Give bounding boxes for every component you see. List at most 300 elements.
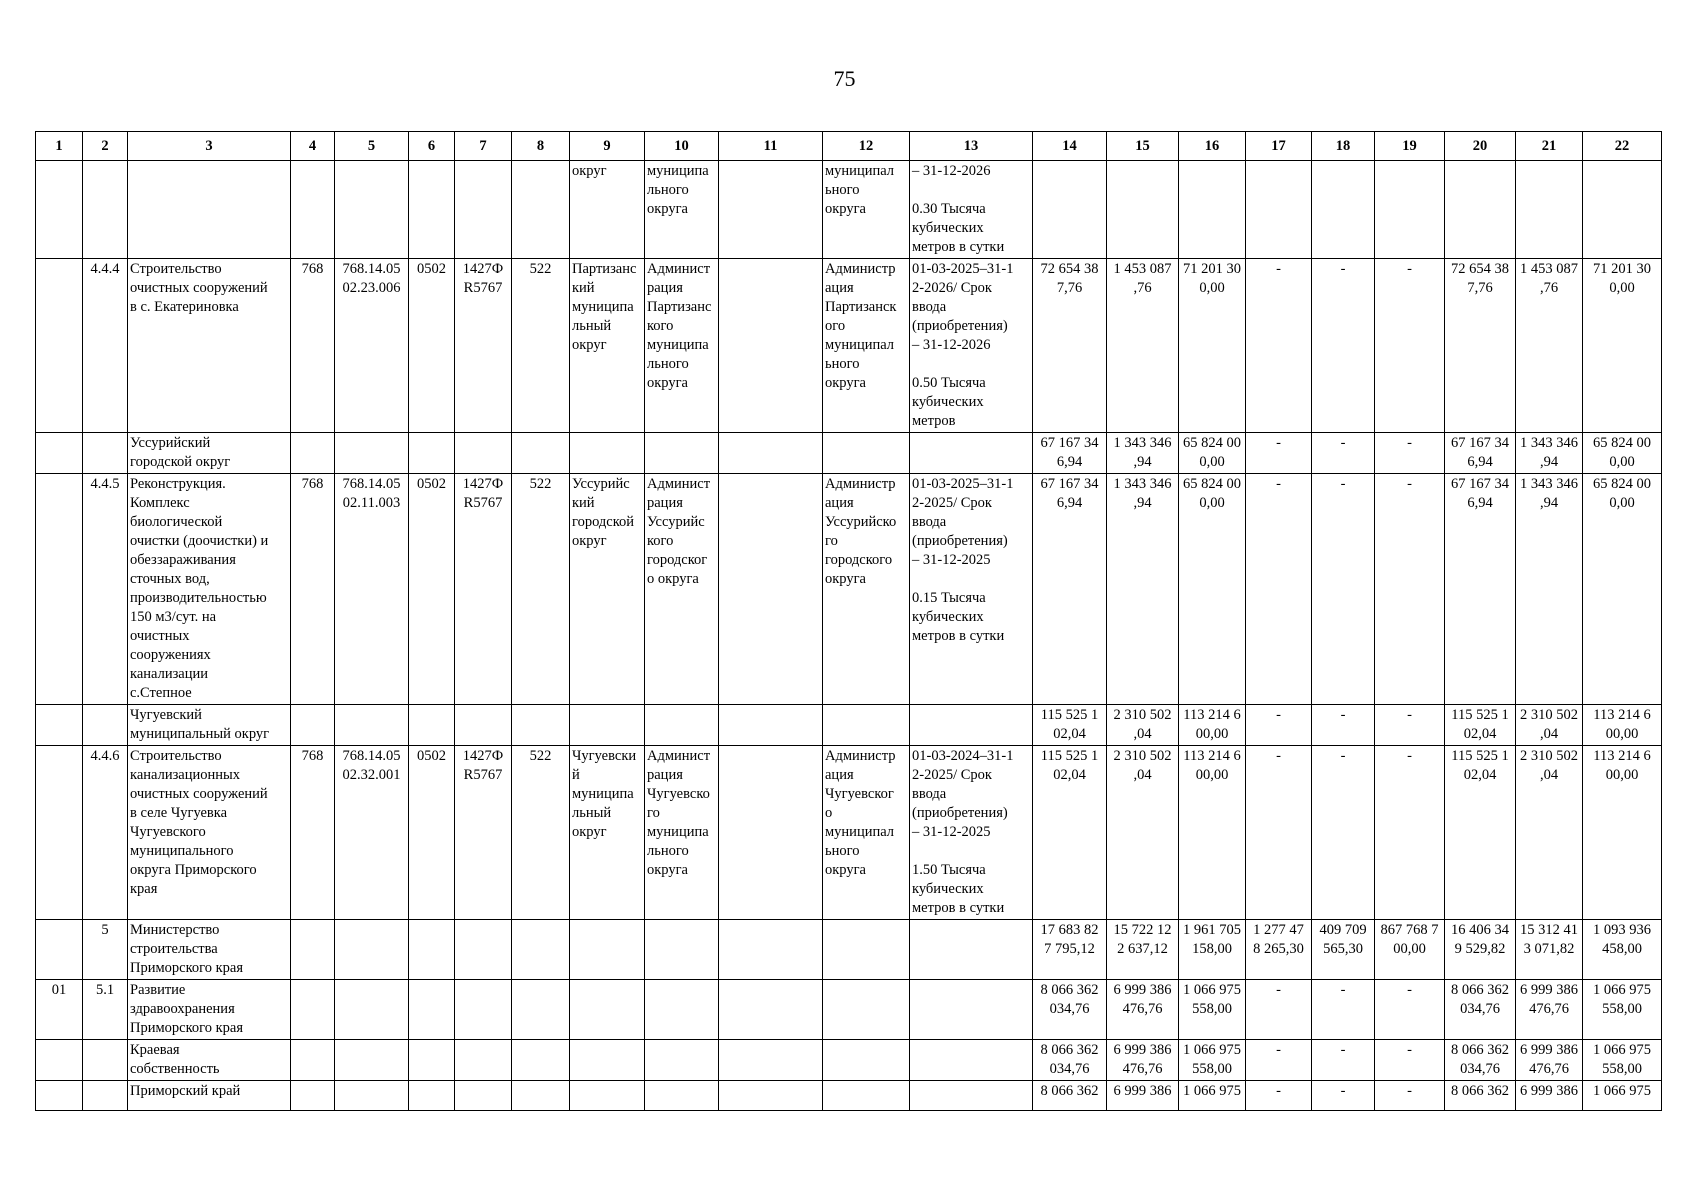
cell-text-line: 02,04 <box>1463 726 1497 742</box>
cell-text-line: Чугуевски <box>572 748 637 764</box>
table-cell-col-9 <box>570 746 645 920</box>
column-header-8: 8 <box>512 132 570 161</box>
table-cell-col-10 <box>645 259 719 433</box>
column-header-17: 17 <box>1246 132 1312 161</box>
cell-text-line: биологической <box>130 514 223 530</box>
cell-text-line: 476,76 <box>1122 1001 1163 1017</box>
cell-text-line: 522 <box>529 261 552 277</box>
cell-text-line: (приобретения) <box>912 533 1008 549</box>
table-cell-col-13 <box>910 705 1033 746</box>
cell-text-line: 458,00 <box>1602 941 1642 957</box>
cell-text-line: очистных сооружений <box>130 786 268 802</box>
cell-text-line: муниципал <box>825 163 895 179</box>
cell-text-line: - <box>1276 476 1281 492</box>
table-cell-col-19 <box>1375 920 1445 980</box>
cell-text-line: 522 <box>529 476 552 492</box>
cell-text-line: очистки (доочистки) и <box>130 533 269 549</box>
cell-text-line: 2-2025/ Срок <box>912 495 992 511</box>
cell-text-line: рация <box>647 495 683 511</box>
table-cell-col-17 <box>1246 1040 1312 1081</box>
cell-text-line: ого <box>825 318 846 334</box>
cell-text-line: го <box>825 533 838 549</box>
table-cell-col-10 <box>645 474 719 705</box>
table-cell-col-9 <box>570 161 645 259</box>
cell-text-line: 2-2026/ Срок <box>912 280 992 296</box>
cell-text-line: 02,04 <box>1053 767 1086 783</box>
cell-text-line: 1427Ф <box>462 261 504 277</box>
column-header-19: 19 <box>1375 132 1445 161</box>
cell-text-line: - <box>1407 982 1412 998</box>
cell-text-line: 02.23.006 <box>342 280 401 296</box>
cell-text-line: рация <box>647 280 683 296</box>
cell-text-line: – 31-12-2025 <box>912 824 991 840</box>
table-cell-col-1 <box>36 161 83 259</box>
table-cell-col-18 <box>1312 259 1375 433</box>
cell-text-line: производительностью <box>130 590 267 606</box>
table-cell-col-9 <box>570 1040 645 1081</box>
cell-text-line: края <box>130 881 158 897</box>
cell-text-line: 65 824 00 <box>1183 476 1241 492</box>
table-cell-col-18 <box>1312 1040 1375 1081</box>
table-cell-col-19 <box>1375 161 1445 259</box>
cell-text-line: ,04 <box>1539 726 1559 742</box>
table-cell-col-19 <box>1375 980 1445 1040</box>
cell-text-line: Партизанс <box>647 299 712 315</box>
cell-text-line: 3 071,82 <box>1523 941 1575 957</box>
cell-text-line: муниципал <box>825 824 895 840</box>
table-cell-col-11 <box>719 980 823 1040</box>
table-cell-col-11 <box>719 746 823 920</box>
cell-text-line: 034,76 <box>1460 1001 1500 1017</box>
table-cell-col-12 <box>823 920 910 980</box>
table-cell-col-3 <box>128 746 291 920</box>
cell-text-line: метров в сутки <box>912 628 1005 644</box>
cell-text-line: 150 м3/сут. на <box>130 609 217 625</box>
cell-text-line: льного <box>647 843 689 859</box>
table-cell-col-22 <box>1583 746 1662 920</box>
table-cell-col-19 <box>1375 746 1445 920</box>
cell-text-line: 02.11.003 <box>342 495 401 511</box>
table-cell-col-7 <box>455 259 512 433</box>
cell-text-line: о округа <box>647 571 699 587</box>
cell-text-line: - <box>1340 476 1346 492</box>
cell-text-line: 4.4.5 <box>90 476 120 492</box>
cell-text-line: Развитие <box>130 982 186 998</box>
table-cell-col-6 <box>409 474 455 705</box>
cell-text-line: 02.32.001 <box>342 767 401 783</box>
cell-text-line: 67 167 34 <box>1451 476 1509 492</box>
cell-text-line: 65 824 00 <box>1183 435 1241 451</box>
table-cell-col-6 <box>409 1081 455 1111</box>
cell-text-line: 0,00 <box>1199 454 1225 470</box>
table-cell-col-6 <box>409 980 455 1040</box>
table-cell-col-21 <box>1516 1081 1583 1111</box>
cell-text-line: ,94 <box>1539 495 1559 511</box>
cell-text-line: 6 999 386 <box>1520 982 1578 998</box>
cell-text-line: 034,76 <box>1049 1001 1090 1017</box>
cell-text-line: 034,76 <box>1460 1061 1500 1077</box>
table-cell-col-8 <box>512 1081 570 1111</box>
cell-text-line: кого <box>647 318 674 334</box>
table-cell-col-15 <box>1107 980 1179 1040</box>
column-header-18: 18 <box>1312 132 1375 161</box>
cell-text-line: 558,00 <box>1192 1061 1232 1077</box>
cell-text-line: округа <box>825 201 866 217</box>
cell-text-line: собственность <box>130 1061 220 1077</box>
cell-text-line: 8 066 362 <box>1040 1042 1099 1058</box>
cell-text-line: 115 525 1 <box>1451 707 1509 723</box>
cell-text-line: 1 066 975 <box>1593 1083 1651 1099</box>
cell-text-line: 476,76 <box>1529 1001 1569 1017</box>
cell-text-line: 0,00 <box>1199 495 1225 511</box>
cell-text-line: 67 167 34 <box>1040 435 1099 451</box>
cell-text-line: ввода <box>912 514 947 530</box>
table-cell-col-14 <box>1033 474 1107 705</box>
cell-text-line: 1 066 975 <box>1183 982 1241 998</box>
cell-text-line: Администр <box>825 261 896 277</box>
cell-text-line: льный <box>572 318 612 334</box>
table-cell-col-16 <box>1179 433 1246 474</box>
cell-text-line: - <box>1276 1083 1281 1099</box>
cell-text-line: муниципа <box>647 337 709 353</box>
table-cell-col-3 <box>128 259 291 433</box>
table-cell-col-3 <box>128 980 291 1040</box>
cell-text-line: очистных <box>130 628 190 644</box>
column-header-6: 6 <box>409 132 455 161</box>
table-cell-col-12 <box>823 433 910 474</box>
cell-text-line: 72 654 38 <box>1451 261 1509 277</box>
cell-text-line: 6 999 386 <box>1520 1083 1578 1099</box>
cell-text-line: 768 <box>301 476 324 492</box>
table-cell-col-7 <box>455 433 512 474</box>
table-cell-col-2 <box>83 474 128 705</box>
table-cell-col-8 <box>512 705 570 746</box>
cell-text-line: 558,00 <box>1602 1001 1642 1017</box>
table-cell-col-5 <box>335 746 409 920</box>
cell-text-line: 115 525 1 <box>1451 748 1509 764</box>
column-header-22: 22 <box>1583 132 1662 161</box>
cell-text-line: 0502 <box>417 261 446 277</box>
cell-text-line: 6,94 <box>1467 454 1493 470</box>
cell-text-line: 0.50 Тысяча <box>912 375 986 391</box>
cell-text-line: муниципа <box>572 786 634 802</box>
table-cell-col-10 <box>645 433 719 474</box>
table-cell-col-19 <box>1375 1081 1445 1111</box>
table-cell-col-8 <box>512 161 570 259</box>
cell-text-line: - <box>1407 1083 1412 1099</box>
table-cell-col-12 <box>823 746 910 920</box>
column-header-7: 7 <box>455 132 512 161</box>
cell-text-line: Админист <box>647 476 711 492</box>
table-cell-col-5 <box>335 161 409 259</box>
table-cell-col-5 <box>335 920 409 980</box>
cell-text-line: - <box>1276 261 1281 277</box>
cell-text-line: 00,00 <box>1195 726 1229 742</box>
cell-text-line: ,04 <box>1133 726 1152 742</box>
cell-text-line: ,94 <box>1133 454 1152 470</box>
table-cell-col-13 <box>910 259 1033 433</box>
table-cell-col-3 <box>128 920 291 980</box>
table-cell-col-17 <box>1246 980 1312 1040</box>
cell-text-line: 1 343 346 <box>1520 476 1578 492</box>
table-cell-col-20 <box>1445 920 1516 980</box>
table-cell-col-13 <box>910 920 1033 980</box>
cell-text-line: 01-03-2025–31-1 <box>912 261 1014 277</box>
cell-text-line: - <box>1340 982 1346 998</box>
table-cell-col-9 <box>570 705 645 746</box>
column-header-10: 10 <box>645 132 719 161</box>
table-cell-col-8 <box>512 1040 570 1081</box>
cell-text-line: ьного <box>825 356 860 372</box>
table-cell-col-9 <box>570 980 645 1040</box>
cell-text-line: 4.4.4 <box>90 261 120 277</box>
cell-text-line: - <box>1407 261 1412 277</box>
cell-text-line: Приморского края <box>130 1020 244 1036</box>
cell-text-line: – 31-12-2026 <box>912 163 991 179</box>
cell-text-line: 02,04 <box>1463 767 1497 783</box>
cell-text-line: - <box>1276 435 1281 451</box>
cell-text-line: го <box>647 805 660 821</box>
cell-text-line: Партизанс <box>572 261 637 277</box>
table-cell-col-8 <box>512 433 570 474</box>
table-cell-col-15 <box>1107 259 1179 433</box>
cell-text-line: Приморский край <box>130 1083 241 1099</box>
cell-text-line: 15 722 12 <box>1113 922 1172 938</box>
cell-text-line: 7,76 <box>1056 280 1083 296</box>
cell-text-line: 8 066 362 <box>1451 1042 1509 1058</box>
cell-text-line: 113 214 6 <box>1593 707 1651 723</box>
column-header-5: 5 <box>335 132 409 161</box>
cell-text-line: 1 343 346 <box>1520 435 1578 451</box>
table-row <box>36 746 1662 920</box>
cell-text-line: Чугуевско <box>647 786 710 802</box>
cell-text-line: ьного <box>825 182 860 198</box>
cell-text-line: 768.14.05 <box>342 476 401 492</box>
cell-text-line: - <box>1340 1042 1346 1058</box>
table-cell-col-9 <box>570 433 645 474</box>
cell-text-line: рация <box>647 767 683 783</box>
cell-text-line: 0,00 <box>1609 454 1635 470</box>
table-cell-col-1 <box>36 433 83 474</box>
cell-text-line: 65 824 00 <box>1593 435 1651 451</box>
cell-text-line: округа <box>647 201 688 217</box>
cell-text-line: ,04 <box>1539 767 1559 783</box>
table-cell-col-2 <box>83 433 128 474</box>
cell-text-line: округа <box>825 571 866 587</box>
cell-text-line: сточных вод, <box>130 571 210 587</box>
cell-text-line: Строительство <box>130 748 222 764</box>
table-cell-col-4 <box>291 474 335 705</box>
cell-text-line: R5767 <box>463 280 503 296</box>
cell-text-line: в с. Екатериновка <box>130 299 239 315</box>
column-header-15: 15 <box>1107 132 1179 161</box>
cell-text-line: ,94 <box>1133 495 1152 511</box>
table-cell-col-20 <box>1445 980 1516 1040</box>
table-cell-col-4 <box>291 1040 335 1081</box>
table-cell-col-17 <box>1246 161 1312 259</box>
cell-text-line: Уссурийс <box>647 514 705 530</box>
table-cell-col-21 <box>1516 161 1583 259</box>
table-cell-col-21 <box>1516 259 1583 433</box>
table-cell-col-22 <box>1583 161 1662 259</box>
table-cell-col-15 <box>1107 746 1179 920</box>
table-cell-col-2 <box>83 920 128 980</box>
cell-text-line: муниципа <box>647 824 709 840</box>
cell-text-line: ,76 <box>1539 280 1559 296</box>
table-cell-col-20 <box>1445 746 1516 920</box>
cell-text-line: 1 066 975 <box>1593 982 1651 998</box>
table-cell-col-18 <box>1312 980 1375 1040</box>
cell-text-line: - <box>1340 1083 1346 1099</box>
table-cell-col-1 <box>36 1081 83 1111</box>
page-number: 75 <box>833 66 856 91</box>
cell-text-line: - <box>1276 982 1281 998</box>
cell-text-line: 1 277 47 <box>1253 922 1304 938</box>
table-cell-col-11 <box>719 1081 823 1111</box>
cell-text-line: округ <box>572 824 607 840</box>
table-cell-col-21 <box>1516 920 1583 980</box>
table-cell-col-6 <box>409 433 455 474</box>
table-cell-col-15 <box>1107 433 1179 474</box>
cell-text-line: муниципального <box>130 843 234 859</box>
cell-text-line: 6,94 <box>1056 495 1083 511</box>
cell-text-line: 1.50 Тысяча <box>912 862 986 878</box>
table-cell-col-8 <box>512 259 570 433</box>
table-cell-col-5 <box>335 980 409 1040</box>
cell-text-line: 1427Ф <box>462 748 504 764</box>
cell-text-line: здравоохранения <box>130 1001 235 1017</box>
table-cell-col-17 <box>1246 259 1312 433</box>
header-row <box>36 132 1662 161</box>
cell-text-line: 115 525 1 <box>1040 748 1099 764</box>
cell-text-line: 1427Ф <box>462 476 504 492</box>
cell-text-line: округа <box>825 862 866 878</box>
column-header-2: 2 <box>83 132 128 161</box>
table-cell-col-3 <box>128 1040 291 1081</box>
cell-text-line: 1 093 936 <box>1593 922 1651 938</box>
table-cell-col-18 <box>1312 433 1375 474</box>
table-cell-col-13 <box>910 161 1033 259</box>
table-cell-col-11 <box>719 920 823 980</box>
table-row <box>36 1081 1662 1111</box>
table-cell-col-7 <box>455 1040 512 1081</box>
table-cell-col-10 <box>645 1040 719 1081</box>
table-cell-col-2 <box>83 1040 128 1081</box>
cell-text-line: - <box>1340 435 1346 451</box>
column-header-1: 1 <box>36 132 83 161</box>
cell-text-line: ьного <box>825 843 860 859</box>
cell-text-line: муниципа <box>572 299 634 315</box>
table-cell-col-13 <box>910 433 1033 474</box>
table-cell-col-4 <box>291 259 335 433</box>
cell-text-line: 01-03-2024–31-1 <box>912 748 1014 764</box>
column-header-11: 11 <box>719 132 823 161</box>
table-cell-col-20 <box>1445 433 1516 474</box>
table-body <box>36 161 1662 1111</box>
cell-text-line: 1 343 346 <box>1113 476 1172 492</box>
cell-text-line: 476,76 <box>1529 1061 1569 1077</box>
cell-text-line: 113 214 6 <box>1593 748 1651 764</box>
table-cell-col-15 <box>1107 1081 1179 1111</box>
cell-text-line: - <box>1340 748 1346 764</box>
cell-text-line: метров в сутки <box>912 900 1005 916</box>
cell-text-line: Админист <box>647 261 711 277</box>
table-cell-col-4 <box>291 1081 335 1111</box>
cell-text-line: городского <box>825 552 893 568</box>
column-header-3: 3 <box>128 132 291 161</box>
cell-text-line: в селе Чугуевка <box>130 805 228 821</box>
table-cell-col-7 <box>455 920 512 980</box>
cell-text-line: канализации <box>130 666 209 682</box>
table-cell-col-16 <box>1179 1081 1246 1111</box>
table-cell-col-21 <box>1516 1040 1583 1081</box>
cell-text-line: муниципал <box>825 337 895 353</box>
table-cell-col-13 <box>910 746 1033 920</box>
table-cell-col-2 <box>83 980 128 1040</box>
cell-text-line: льный <box>572 805 612 821</box>
table-cell-col-13 <box>910 980 1033 1040</box>
table-cell-col-12 <box>823 259 910 433</box>
table-cell-col-1 <box>36 1040 83 1081</box>
table-cell-col-17 <box>1246 474 1312 705</box>
cell-text-line: кий <box>572 495 595 511</box>
cell-text-line: округ <box>572 533 607 549</box>
cell-text-line: 113 214 6 <box>1183 707 1241 723</box>
table-cell-col-1 <box>36 474 83 705</box>
cell-text-line: – 31-12-2025 <box>912 552 991 568</box>
cell-text-line: 1 453 087 <box>1113 261 1172 277</box>
cell-text-line: округа <box>825 375 866 391</box>
table-row <box>36 705 1662 746</box>
table-cell-col-16 <box>1179 1040 1246 1081</box>
cell-text-line: Реконструкция. <box>130 476 226 492</box>
cell-text-line: кий <box>572 280 595 296</box>
table-row <box>36 980 1662 1040</box>
table-cell-col-11 <box>719 1040 823 1081</box>
cell-text-line: - <box>1276 1042 1281 1058</box>
table-cell-col-8 <box>512 746 570 920</box>
table-cell-col-20 <box>1445 1081 1516 1111</box>
cell-text-line: 5.1 <box>95 982 115 998</box>
table-cell-col-21 <box>1516 474 1583 705</box>
table-cell-col-16 <box>1179 746 1246 920</box>
table-cell-col-21 <box>1516 746 1583 920</box>
table-cell-col-21 <box>1516 705 1583 746</box>
cell-text-line: - <box>1407 1042 1412 1058</box>
cell-text-line: Чугуевский <box>130 707 202 723</box>
cell-text-line: очистных сооружений <box>130 280 268 296</box>
table-cell-col-16 <box>1179 161 1246 259</box>
cell-text-line: 1 066 975 <box>1593 1042 1651 1058</box>
cell-text-line: 4.4.6 <box>90 748 120 764</box>
table-cell-col-9 <box>570 474 645 705</box>
cell-text-line: 8 066 362 <box>1040 982 1099 998</box>
cell-text-line: 65 824 00 <box>1593 476 1651 492</box>
table-cell-col-6 <box>409 1040 455 1081</box>
cell-text-line: (приобретения) <box>912 318 1008 334</box>
table-cell-col-13 <box>910 474 1033 705</box>
table-cell-col-17 <box>1246 746 1312 920</box>
column-header-9: 9 <box>570 132 645 161</box>
cell-text-line: льного <box>647 182 689 198</box>
cell-text-line: сооружениях <box>130 647 211 663</box>
cell-text-line: Уссурийс <box>572 476 630 492</box>
cell-text-line: 67 167 34 <box>1040 476 1099 492</box>
cell-text-line: 1 343 346 <box>1113 435 1172 451</box>
table-cell-col-8 <box>512 980 570 1040</box>
table-cell-col-22 <box>1583 705 1662 746</box>
cell-text-line: 1 961 705 <box>1183 922 1241 938</box>
